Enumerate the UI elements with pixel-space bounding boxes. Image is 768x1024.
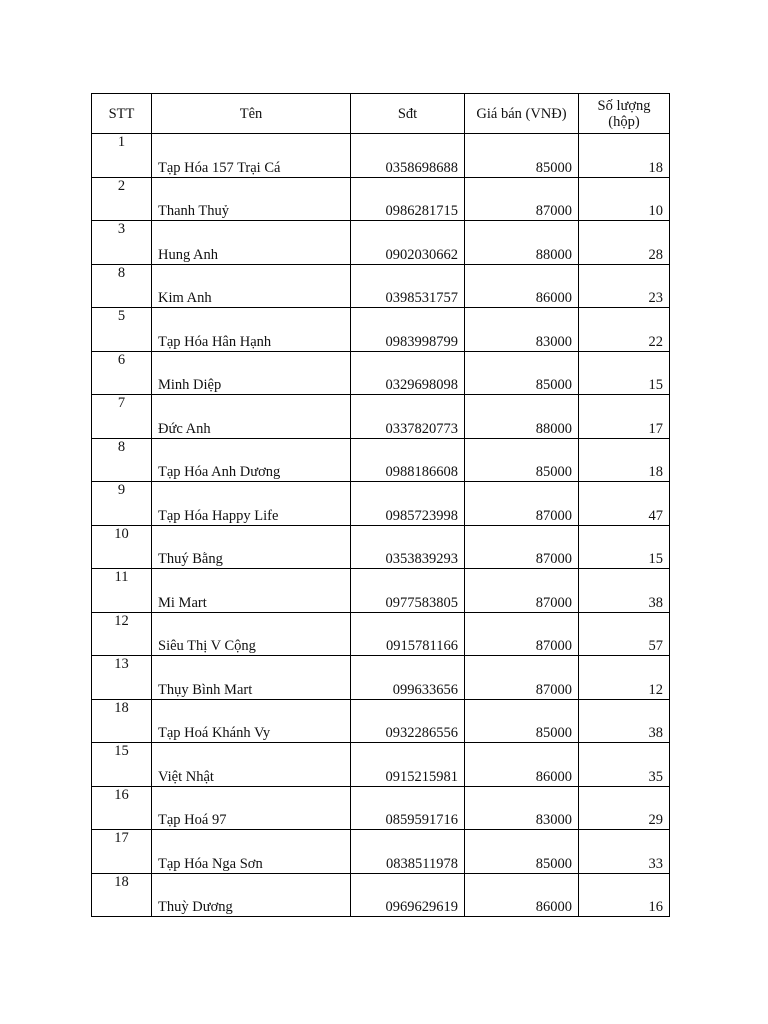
cell-name: Thụy Bình Mart — [152, 656, 351, 700]
cell-phone: 0353839293 — [351, 525, 465, 569]
cell-qty: 23 — [579, 264, 670, 308]
cell-name: Minh Diệp — [152, 351, 351, 395]
cell-phone: 0986281715 — [351, 177, 465, 221]
cell-qty: 17 — [579, 395, 670, 439]
cell-phone: 0969629619 — [351, 873, 465, 917]
cell-price: 87000 — [465, 569, 579, 613]
cell-qty: 47 — [579, 482, 670, 526]
cell-price: 86000 — [465, 873, 579, 917]
cell-stt: 18 — [92, 873, 152, 917]
cell-price: 87000 — [465, 656, 579, 700]
cell-name: Việt Nhật — [152, 743, 351, 787]
cell-price: 85000 — [465, 351, 579, 395]
cell-stt: 1 — [92, 134, 152, 178]
cell-stt: 3 — [92, 221, 152, 265]
table-row — [92, 830, 670, 874]
cell-phone: 0859591716 — [351, 786, 465, 830]
cell-phone: 0915215981 — [351, 743, 465, 787]
cell-name: Thanh Thuỷ — [152, 177, 351, 221]
table-row — [92, 351, 670, 395]
cell-qty: 16 — [579, 873, 670, 917]
cell-name: Tạp Hoá 97 — [152, 786, 351, 830]
table-row — [92, 743, 670, 787]
table-row — [92, 177, 670, 221]
cell-qty: 38 — [579, 569, 670, 613]
cell-stt: 8 — [92, 438, 152, 482]
table-row — [92, 264, 670, 308]
table-row — [92, 699, 670, 743]
cell-name: Hung Anh — [152, 221, 351, 265]
cell-name: Mi Mart — [152, 569, 351, 613]
cell-name: Tạp Hóa Anh Dương — [152, 438, 351, 482]
cell-phone: 0902030662 — [351, 221, 465, 265]
cell-name: Tạp Hóa Happy Life — [152, 482, 351, 526]
cell-name: Đức Anh — [152, 395, 351, 439]
cell-stt: 18 — [92, 699, 152, 743]
cell-price: 85000 — [465, 438, 579, 482]
cell-name: Tạp Hoá Khánh Vy — [152, 699, 351, 743]
cell-price: 87000 — [465, 525, 579, 569]
cell-stt: 6 — [92, 351, 152, 395]
cell-phone: 099633656 — [351, 656, 465, 700]
cell-name: Kim Anh — [152, 264, 351, 308]
cell-stt: 15 — [92, 743, 152, 787]
cell-price: 87000 — [465, 177, 579, 221]
header-qty-line2: (hộp) — [608, 113, 640, 130]
cell-price: 85000 — [465, 830, 579, 874]
cell-qty: 18 — [579, 134, 670, 178]
cell-phone: 0329698098 — [351, 351, 465, 395]
table-row — [92, 786, 670, 830]
cell-stt: 10 — [92, 525, 152, 569]
cell-stt: 11 — [92, 569, 152, 613]
cell-stt: 17 — [92, 830, 152, 874]
table-row — [92, 221, 670, 265]
cell-name: Thuỳ Dương — [152, 873, 351, 917]
table-row — [92, 656, 670, 700]
header-price: Giá bán (VNĐ) — [465, 94, 579, 134]
table-row — [92, 873, 670, 917]
header-name: Tên — [152, 94, 351, 134]
table-row — [92, 134, 670, 178]
cell-name: Tạp Hóa Hân Hạnh — [152, 308, 351, 352]
header-qty — [579, 94, 670, 134]
cell-stt: 12 — [92, 612, 152, 656]
cell-stt: 7 — [92, 395, 152, 439]
table-header — [92, 94, 670, 134]
cell-qty: 22 — [579, 308, 670, 352]
table-row — [92, 569, 670, 613]
header-qty-line1: Số lượng — [597, 97, 651, 114]
cell-phone: 0358698688 — [351, 134, 465, 178]
cell-price: 88000 — [465, 395, 579, 439]
cell-price: 85000 — [465, 699, 579, 743]
cell-stt: 5 — [92, 308, 152, 352]
cell-name: Siêu Thị V Cộng — [152, 612, 351, 656]
cell-qty: 38 — [579, 699, 670, 743]
header-stt: STT — [92, 94, 152, 134]
cell-name: Tạp Hóa 157 Trại Cá — [152, 134, 351, 178]
cell-price: 83000 — [465, 308, 579, 352]
cell-phone: 0985723998 — [351, 482, 465, 526]
cell-stt: 2 — [92, 177, 152, 221]
cell-qty: 18 — [579, 438, 670, 482]
cell-phone: 0988186608 — [351, 438, 465, 482]
cell-phone: 0337820773 — [351, 395, 465, 439]
customer-table — [91, 93, 670, 917]
table-row — [92, 525, 670, 569]
cell-qty: 57 — [579, 612, 670, 656]
table-row — [92, 438, 670, 482]
cell-stt: 16 — [92, 786, 152, 830]
cell-price: 86000 — [465, 264, 579, 308]
cell-phone: 0977583805 — [351, 569, 465, 613]
cell-price: 86000 — [465, 743, 579, 787]
cell-name: Thuý Bằng — [152, 525, 351, 569]
cell-stt: 13 — [92, 656, 152, 700]
cell-qty: 28 — [579, 221, 670, 265]
cell-price: 83000 — [465, 786, 579, 830]
cell-qty: 12 — [579, 656, 670, 700]
table-row — [92, 308, 670, 352]
table-body — [92, 134, 670, 917]
cell-qty: 35 — [579, 743, 670, 787]
cell-qty: 33 — [579, 830, 670, 874]
cell-qty: 29 — [579, 786, 670, 830]
cell-qty: 10 — [579, 177, 670, 221]
cell-phone: 0838511978 — [351, 830, 465, 874]
cell-price: 87000 — [465, 612, 579, 656]
cell-phone: 0932286556 — [351, 699, 465, 743]
header-phone: Sđt — [351, 94, 465, 134]
table-row — [92, 395, 670, 439]
cell-name: Tạp Hóa Nga Sơn — [152, 830, 351, 874]
cell-qty: 15 — [579, 351, 670, 395]
cell-qty: 15 — [579, 525, 670, 569]
cell-price: 88000 — [465, 221, 579, 265]
table-row — [92, 482, 670, 526]
cell-phone: 0398531757 — [351, 264, 465, 308]
cell-stt: 8 — [92, 264, 152, 308]
cell-stt: 9 — [92, 482, 152, 526]
cell-phone: 0983998799 — [351, 308, 465, 352]
table-row — [92, 612, 670, 656]
cell-price: 85000 — [465, 134, 579, 178]
header-row — [92, 94, 670, 134]
cell-phone: 0915781166 — [351, 612, 465, 656]
cell-price: 87000 — [465, 482, 579, 526]
